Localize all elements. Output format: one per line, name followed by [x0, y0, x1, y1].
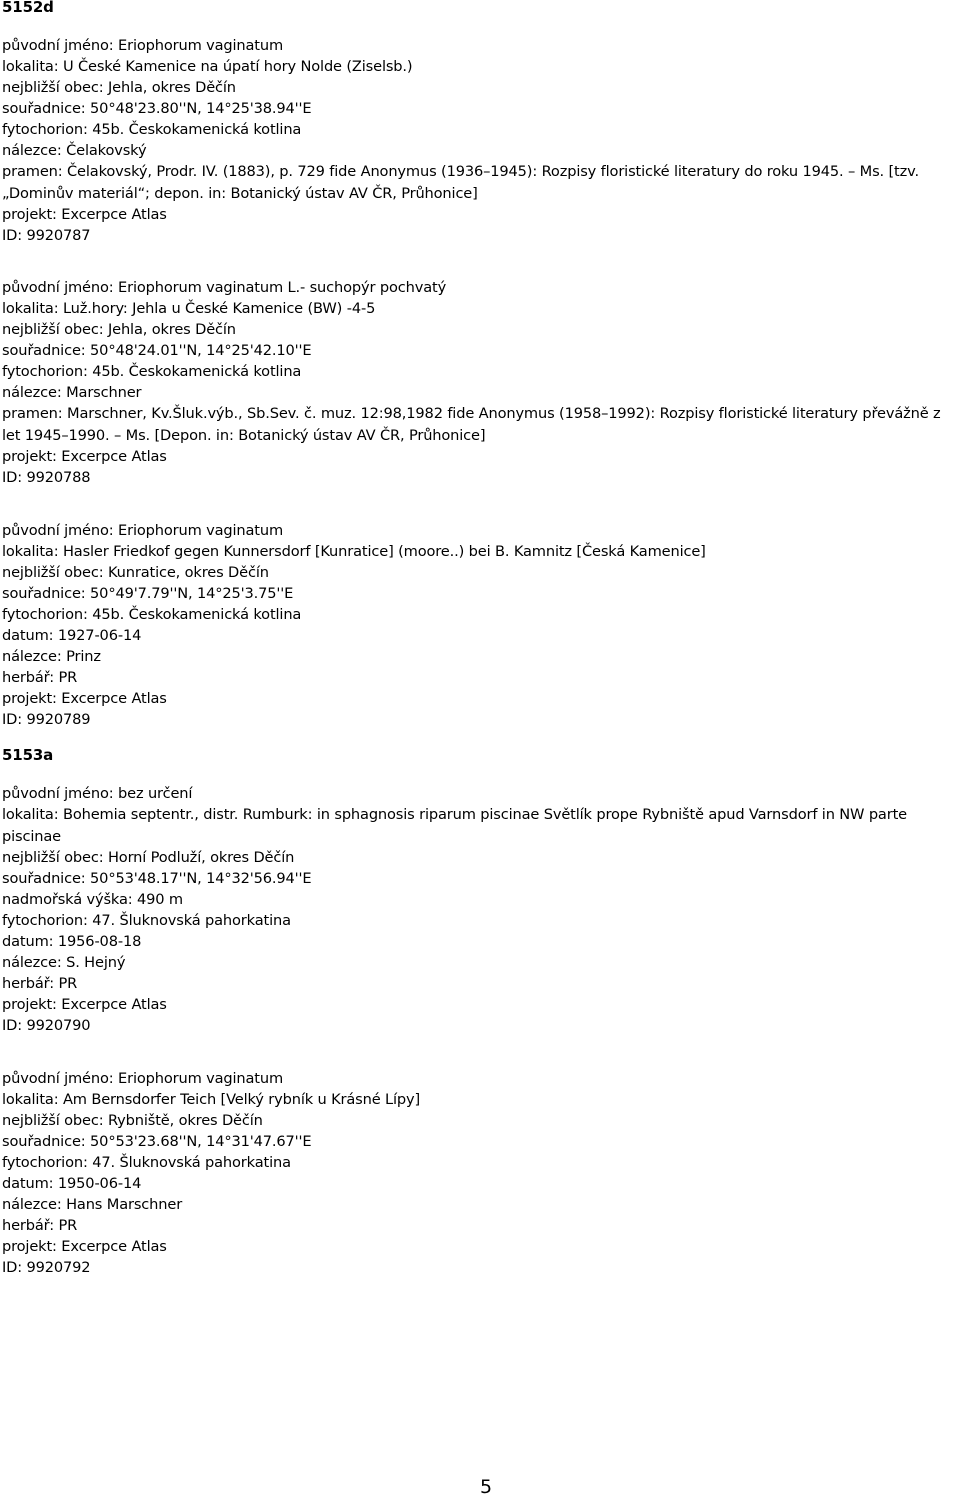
record-project: projekt: Excerpce Atlas — [2, 690, 167, 707]
record-finder: nálezce: Prinz — [2, 648, 101, 665]
record-herbarium: herbář: PR — [2, 669, 78, 686]
record-locality: lokalita: Bohemia septentr., distr. Rumburk: in sphagnosis riparum piscinae Světlík prope Rybniště apud Varnsdorf in NW parte piscinae — [2, 806, 907, 845]
record-finder: nálezce: Čelakovský — [2, 142, 147, 159]
page-number: 5 — [480, 1476, 492, 1498]
record-id: ID: 9920788 — [2, 469, 91, 486]
section-heading: 5152d — [2, 0, 54, 16]
record — [2, 277, 958, 488]
record-phytochorion: fytochorion: 45b. Českokamenická kotlina — [2, 363, 302, 380]
record — [2, 1068, 958, 1278]
record-phytochorion: fytochorion: 47. Šluknovská pahorkatina — [2, 912, 291, 929]
record-coordinates: souřadnice: 50°49'7.79''N, 14°25'3.75''E — [2, 585, 294, 602]
record-source: pramen: Čelakovský, Prodr. IV. (1883), p. 729 fide Anonymus (1936–1945): Rozpisy floristické literatury do roku 1945. – Ms. [tzv. „Dominův materiál“; depon. in: Botanický ústav AV ČR, Průhonice] — [2, 163, 919, 202]
record-id: ID: 9920787 — [2, 227, 91, 244]
record-coordinates: souřadnice: 50°48'23.80''N, 14°25'38.94''E — [2, 100, 312, 117]
record-original-name: původní jméno: Eriophorum vaginatum L.- suchopýr pochvatý — [2, 279, 447, 296]
record-locality: lokalita: Hasler Friedkof gegen Kunnersdorf [Kunratice] (moore..) bei B. Kamnitz [Česká Kamenice] — [2, 543, 706, 560]
record-nearest-village: nejbližší obec: Horní Podluží, okres Děčín — [2, 849, 295, 866]
section-heading: 5153a — [2, 746, 54, 764]
record-nearest-village: nejbližší obec: Jehla, okres Děčín — [2, 321, 236, 338]
record-altitude: nadmořská výška: 490 m — [2, 891, 183, 908]
record-nearest-village: nejbližší obec: Rybniště, okres Děčín — [2, 1112, 263, 1129]
record — [2, 783, 958, 1036]
record-finder: nálezce: S. Hejný — [2, 954, 126, 971]
record-locality: lokalita: U České Kamenice na úpatí hory Nolde (Ziselsb.) — [2, 58, 413, 75]
record-finder: nálezce: Marschner — [2, 384, 142, 401]
record-original-name: původní jméno: Eriophorum vaginatum — [2, 1070, 284, 1087]
record-phytochorion: fytochorion: 47. Šluknovská pahorkatina — [2, 1154, 291, 1171]
record-source: pramen: Marschner, Kv.Šluk.výb., Sb.Sev. č. muz. 12:98,1982 fide Anonymus (1958–1992): Rozpisy floristické literatury převážně z let 1945–1990. – Ms. [Depon. in: Botanický ústav AV ČR, Průhonice] — [2, 405, 941, 444]
record-herbarium: herbář: PR — [2, 1217, 78, 1234]
record-herbarium: herbář: PR — [2, 975, 78, 992]
record — [2, 520, 958, 730]
record-finder: nálezce: Hans Marschner — [2, 1196, 183, 1213]
record-locality: lokalita: Am Bernsdorfer Teich [Velký rybník u Krásné Lípy] — [2, 1091, 421, 1108]
record-date: datum: 1956-08-18 — [2, 933, 142, 950]
record-original-name: původní jméno: bez určení — [2, 785, 193, 802]
record-locality: lokalita: Luž.hory: Jehla u České Kamenice (BW) -4-5 — [2, 300, 376, 317]
record-nearest-village: nejbližší obec: Jehla, okres Děčín — [2, 79, 236, 96]
record-coordinates: souřadnice: 50°48'24.01''N, 14°25'42.10''E — [2, 342, 312, 359]
record-phytochorion: fytochorion: 45b. Českokamenická kotlina — [2, 121, 302, 138]
record-phytochorion: fytochorion: 45b. Českokamenická kotlina — [2, 606, 302, 623]
record-date: datum: 1950-06-14 — [2, 1175, 142, 1192]
record-project: projekt: Excerpce Atlas — [2, 1238, 167, 1255]
record-project: projekt: Excerpce Atlas — [2, 996, 167, 1013]
record-original-name: původní jméno: Eriophorum vaginatum — [2, 522, 284, 539]
record-project: projekt: Excerpce Atlas — [2, 448, 167, 465]
record-id: ID: 9920789 — [2, 711, 91, 728]
record — [2, 35, 958, 246]
record-date: datum: 1927-06-14 — [2, 627, 142, 644]
record-original-name: původní jméno: Eriophorum vaginatum — [2, 37, 284, 54]
record-project: projekt: Excerpce Atlas — [2, 206, 167, 223]
record-nearest-village: nejbližší obec: Kunratice, okres Děčín — [2, 564, 269, 581]
record-id: ID: 9920792 — [2, 1259, 91, 1276]
record-id: ID: 9920790 — [2, 1017, 91, 1034]
record-coordinates: souřadnice: 50°53'48.17''N, 14°32'56.94''E — [2, 870, 312, 887]
record-coordinates: souřadnice: 50°53'23.68''N, 14°31'47.67''E — [2, 1133, 312, 1150]
